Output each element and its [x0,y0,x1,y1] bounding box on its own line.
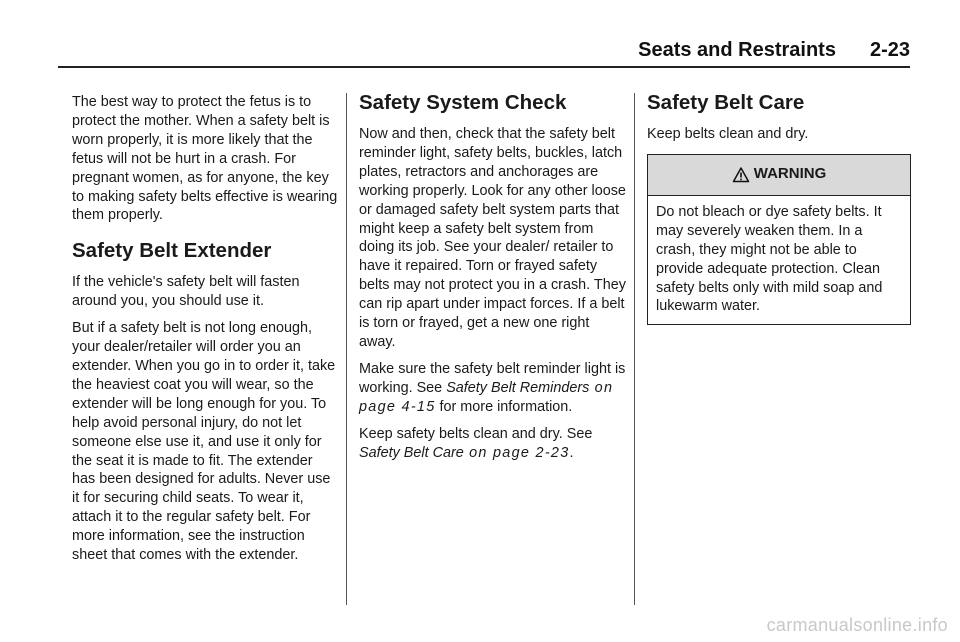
warning-label: WARNING [753,165,827,183]
cross-reference-page[interactable]: on page 4-15 [359,379,614,415]
text: . [569,444,574,461]
intro-paragraph: The best way to protect the fetus is to protect the mother. When a safety belt is worn properly, it is more likely that the fetus will not be hurt in a crash. For pregnant women, as for anyone, the key to making safety belts effective is wearing them properly. [72,94,338,224]
text: Make sure the safety belt reminder light is working. See [359,360,626,396]
cross-reference-link[interactable]: Safety Belt Reminders [446,379,590,396]
paragraph: Now and then, check that the safety belt reminder light, safety belts, buckles, latch plates, retractors and anchorages are working properly. Look for any other loose or damaged safety belt system parts that might keep a safety belt system from doing its job. See your dealer/ retailer to have it repaired. Torn or frayed safety belts may not protect you in a crash. They can rip apart under impact forces. If a belt is torn or frayed, get a new one right away. [359,126,626,350]
warning-triangle-icon [732,166,750,184]
section-title: Seats and Restraints [638,39,836,61]
page-number: 2-23 [869,39,910,61]
paragraph: Keep belts clean and dry. [647,126,809,142]
section-heading: Safety Belt Care [647,91,805,114]
section-heading: Safety Belt Extender [72,239,272,263]
column-right [647,93,911,325]
text: for more information. [435,398,573,415]
warning-box [647,154,911,325]
cross-reference-link[interactable]: Safety Belt Care [359,444,464,461]
section-heading: Safety System Check [359,91,567,114]
column-middle [359,93,627,470]
paragraph: If the vehicle's safety belt will fasten around you, you should use it. [72,274,300,310]
warning-text: Do not bleach or dye safety belts. It may severely weaken them. In a crash, they might not be able to provide adequate protection. Clean safety belts only with mild soap and lukewarm water. [656,203,883,315]
paragraph [359,425,627,463]
page-header [58,36,910,62]
watermark: carmanualsonline.info [766,615,948,635]
column-left [72,93,338,573]
paragraph [359,360,627,417]
column-divider [634,93,635,605]
warning-header [648,155,910,196]
text: Keep safety belts clean and dry. See [359,425,593,442]
column-divider [346,93,347,605]
header-rule [58,66,910,68]
cross-reference-page[interactable]: on page 2-23 [463,444,570,461]
paragraph: But if a safety belt is not long enough, your dealer/retailer will order you an extender. When you go in to order it, take the heaviest coat you will wear, so the extender will be long enough for you. To help avoid personal injury, do not let someone else use it, and use it only for the seat it is made to fit. The extender has been designed for adults. Never use it for securing child seats. To wear it, attach it to the regular safety belt. For more information, see the instruction sheet that comes with the extender. [72,320,336,564]
